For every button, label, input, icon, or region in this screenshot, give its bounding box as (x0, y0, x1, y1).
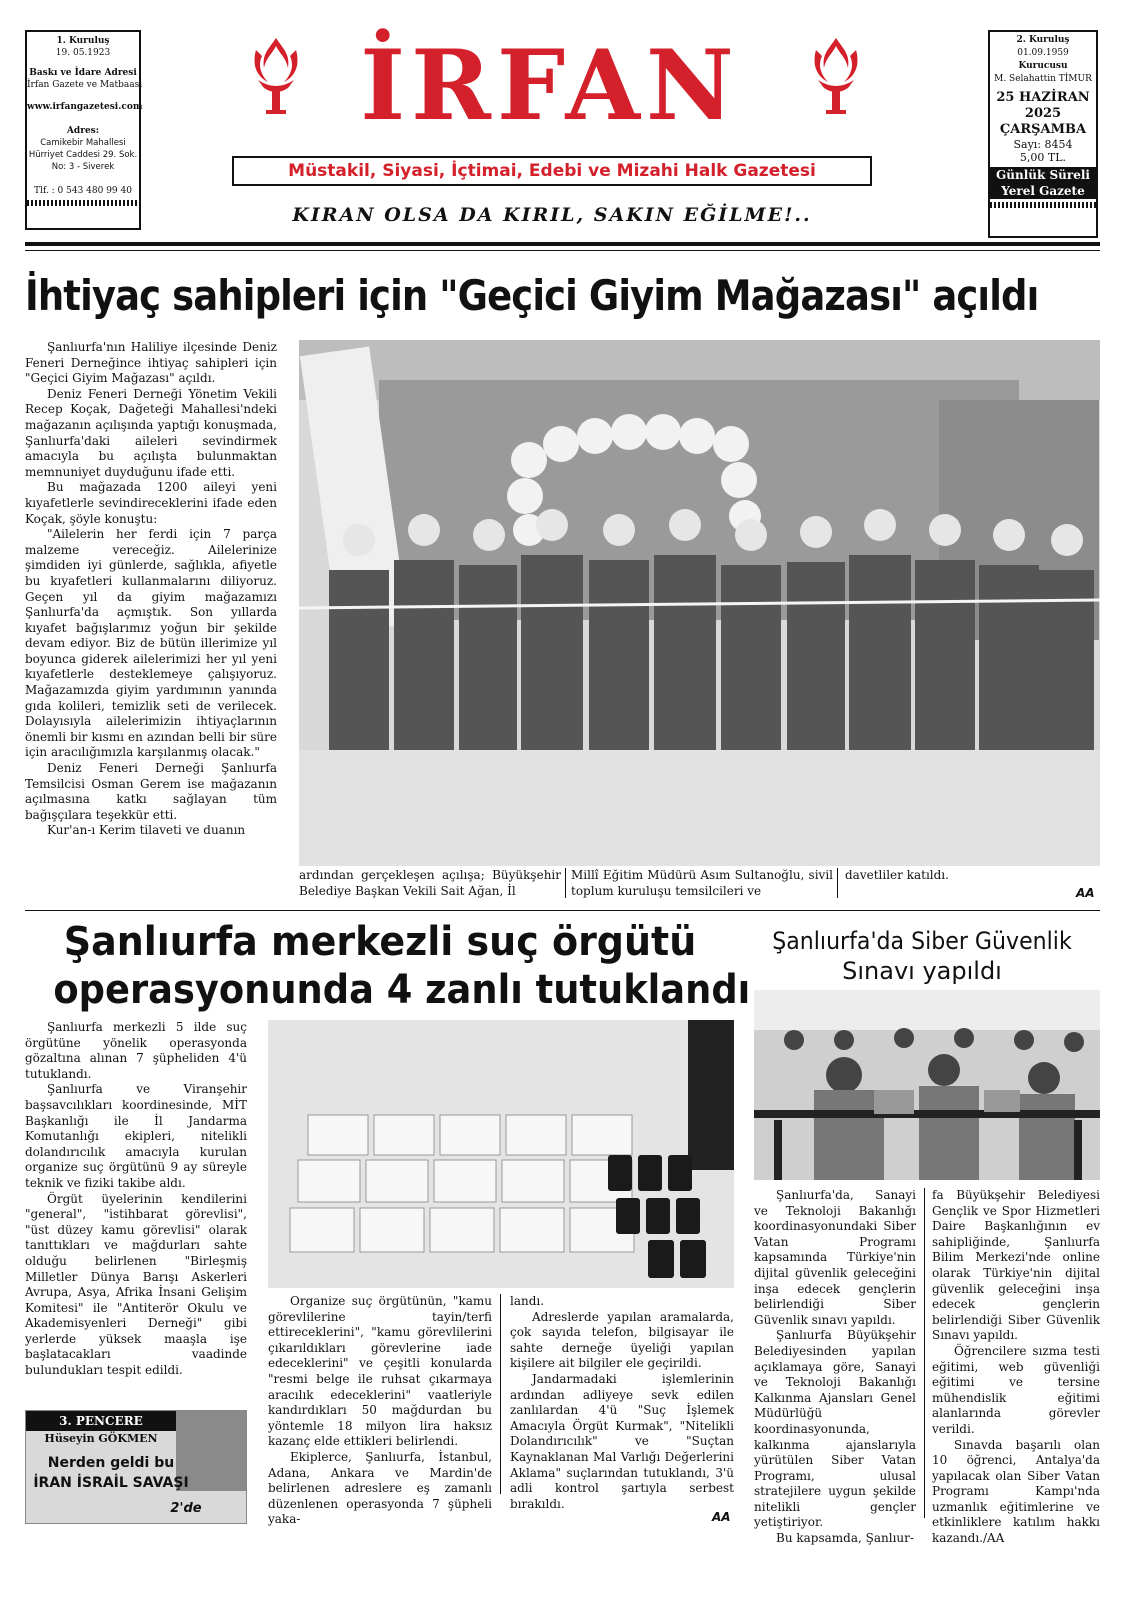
masthead-divider-thin (25, 250, 1100, 251)
article2-column2 (268, 1294, 492, 1528)
section-divider (25, 910, 1100, 911)
paragraph: Şanlıurfa Büyükşehir Belediyesinden yapılan açıklamaya göre, Sanayi ve Teknoloji Bakanlığı Kalkınma Ajansları Genel Müdürlüğü koordinasyonunda, kalkınma ajanslarıyla yürütülen Siber Vatan Programı, ulusal stratejilere uygun şekilde nitelikli gençler yetiştiriyor. (754, 1328, 916, 1530)
torch-icon-left (248, 36, 304, 116)
article3-column1 (754, 1188, 916, 1547)
issue-number: Sayı: 8454 (1013, 138, 1073, 151)
column-divider (837, 868, 838, 898)
article2-column1 (25, 1020, 247, 1379)
type-line2: Yerel Gazete (1001, 184, 1085, 198)
article3-column2 (932, 1188, 1100, 1547)
masthead-right-info-box (988, 30, 1098, 238)
column-page-ref: 2'de (170, 1501, 202, 1516)
column-title: 3. PENCERE (26, 1411, 176, 1431)
paragraph: Sınavda başarılı olan 10 öğrenci, Antalya'da yapılacak olan Siber Vatan Programı Kampı'nda uzmanlık eğitimlerine ve etkinliklere katılım hakkı kazandı./AA (932, 1437, 1100, 1546)
paragraph: "Ailelerin her ferdi için 7 parça malzeme vereceğiz. Ailelerinize şimdiden iyi günlerde, sağlıkla, afiyetle bu kıyafetleri kullanmalarını diliyoruz. Geçen yıl da giyim mağazamızı Şanlıurfa'da açmıştık. Son yıllarda kıyafet bağışlarımız yoğun bir şekilde devam ediyor. Biz de bütün illerimize yıl boyunca giderek ailelerimizi her yıl yeni kıyafetlerle desteklemeye çalışıyoruz. Mağazamızda giyim yardımının yanında gıda kolileri, temizlik seti de verilecek. Dolayısıyla ailelerimizin ihtiyaçlarının önemli bir kısmı en azından belli bir süre için aracılığımızla karşılanmış olacak." (25, 527, 277, 760)
newspaper-logo: İRFAN (360, 29, 740, 142)
type-line1: Günlük Süreli (996, 168, 1090, 182)
article3-headline-line1: Şanlıurfa'da Siber Güvenlik (772, 927, 1072, 955)
paragraph: Şanlıurfa merkezli 5 ilde suç örgütüne yönelik operasyonda gözaltına alınan 7 şüpheliden 4'ü tutuklandı. (25, 1020, 247, 1081)
masthead-divider-thick (25, 242, 1100, 246)
paragraph: Bu mağazada 1200 aileyi yeni kıyafetlerle sevindireceklerini ifade eden Koçak, şöyle konuştu: (25, 480, 277, 526)
article1-headline: İhtiyaç sahipleri için "Geçici Giyim Mağazası" açıldı (25, 271, 1039, 320)
hq-name: İrfan Gazete ve Matbaası (27, 80, 143, 90)
column-author: Hüseyin GÖKMEN (44, 1432, 158, 1445)
issue-weekday: ÇARŞAMBA (999, 122, 1087, 137)
column-divider (500, 1294, 501, 1494)
article2-photo (268, 1020, 734, 1288)
box-hatch (27, 200, 139, 206)
issue-price: 5,00 TL. (1019, 151, 1067, 164)
paragraph: Ekiplerce, Şanlıurfa, İstanbul, Adana, Ankara ve Mardin'de belirlenen adreslere eş zamanlı düzenlenen operasyonda 7 şüpheli yaka- (268, 1449, 492, 1527)
article1-source: AA (1076, 886, 1095, 900)
column-headline-line1: Nerden geldi bu (47, 1455, 175, 1471)
article3-headline-line2: Sınavı yapıldı (842, 957, 1002, 985)
founded2-label: 2. Kuruluş (1016, 35, 1070, 45)
paragraph: Jandarmadaki işlemlerinin ardından adliyeye sevk edilen zanlılardan 4'ü "Suç İşlemek Amacıyla Örgüt Kurmak", "Nitelikli Dolandırıcılık" ve "Suçtan Kaynaklanan Mal Varlığı Değerlerini Aklama" suçlarından tutuklandı, 3'ü adli kontrol şartıyla serbest bırakıldı. (510, 1371, 734, 1511)
issue-date-day: 25 HAZİRAN (996, 90, 1090, 105)
column-promo-box[interactable] (25, 1410, 247, 1524)
paragraph: Bu kapsamda, Şanlıur- (776, 1531, 914, 1546)
paragraph: Örgüt üyelerinin kendilerini "general", "istihbarat görevlisi", "üst düzey kamu görevlisi" olarak tanıttıkları ve mağdurları sahte olduğu belirlenen "Birleşmiş Milletler Dünya Barışı Askerleri Avrupa, Asya, Afrika İnsani Gelişim Komitesi" ile "Antiterör Okulu ve Akademisyenleri Derneği" gibi yerlerde yüksek maaşla işe başlatacakları vaadinde bulundukları tespit edildi. (25, 1191, 247, 1378)
article2-column3 (510, 1294, 734, 1512)
founded2-date: 01.09.1959 (1017, 48, 1069, 58)
address-line2: Hürriyet Caddesi 29. Sok. (28, 150, 138, 160)
article1-photo (299, 340, 1100, 866)
paragraph: Kur'an-ı Kerim tilaveti ve duanın (47, 823, 246, 838)
article2-source: AA (712, 1510, 731, 1524)
torch-icon-right (808, 36, 864, 116)
founder-label: Kurucusu (1018, 61, 1068, 71)
publication-type-badge (990, 167, 1096, 199)
website-link[interactable]: www.irfangazetesi.com (27, 102, 143, 112)
newspaper-slogan: Müstakil, Siyasi, İçtimai, Edebi ve Mizahi Halk Gazetesi (232, 156, 872, 186)
issue-date-year: 2025 (1024, 106, 1062, 121)
box-hatch (990, 202, 1096, 208)
article1-column3: Millî Eğitim Müdürü Asım Sultanoğlu, sivil toplum kuruluşu temsilcileri ve (571, 868, 833, 898)
paragraph: fa Büyükşehir Belediyesi Gençlik ve Spor Hizmetleri Daire Başkanlığının ev sahipliğinde, Şanlıurfa Bilim Merkezi'nde online olarak Türkiye'nin dijital güvenlik geleceğini inşa edecek gençlerin belirlendiği Siber Güvenlik Sınavı yapıldı. (932, 1188, 1100, 1343)
phone-number: Tlf. : 0 543 480 99 40 (34, 186, 132, 196)
founded-date: 19. 05.1923 (55, 48, 111, 58)
founded-label: 1. Kuruluş (56, 36, 110, 46)
hq-label: Baskı ve İdare Adresi (29, 68, 137, 78)
ribbon-cutting-photo (299, 340, 1100, 866)
article2-headline-line2: operasyonunda 4 zanlı tutuklandı (53, 967, 751, 1013)
paragraph: Öğrencilere sızma testi eğitimi, web güvenliği eğitimi ve tersine mühendislik eğitimi alanlarında görevler verildi. (932, 1343, 1100, 1436)
article3-photo (754, 990, 1100, 1180)
article2-headline-line1: Şanlıurfa merkezli suç örgütü (63, 919, 697, 965)
column-divider (565, 868, 566, 898)
newspaper-motto: KIRAN OLSA DA KIRIL, SAKIN EĞİLME!.. (292, 204, 812, 226)
masthead-left-info-box (25, 30, 141, 230)
paragraph: landı. (510, 1294, 545, 1308)
paragraph: Organize suç örgütünün, "kamu görevlilerine tayin/terfi ettireceklerini", "kamu görevlilerini çıkarıldıkları görevlerine iade edeceklerini" ve çeşitli konularda "resmi belge ile ruhsat çıkarmaya aracılık edeceklerini" vaatleriyle kandırdıkları 50 mağdurdan bu yöntemle 18 milyon lira haksız kazanç elde ettikleri belirlendi. (268, 1294, 492, 1449)
exam-hall-photo (754, 990, 1100, 1180)
address-line3: No: 3 - Siverek (51, 162, 115, 172)
paragraph: Şanlıurfa'nın Haliliye ilçesinde Deniz Feneri Derneğince ihtiyaç sahipleri için "Geçici Giyim Mağazası" açıldı. (25, 340, 277, 386)
column-divider (924, 1188, 925, 1518)
paragraph: Şanlıurfa'da, Sanayi ve Teknoloji Bakanlığı koordinasyonundaki Siber Vatan Programı kapsamında Türkiye'nin dijital güvenlik geleceğini inşa edecek gençlerin belirlendiği Siber Güvenlik sınavı yapıldı. (754, 1188, 916, 1327)
paragraph: Şanlıurfa ve Viranşehir başsavcılıkları koordinesinde, MİT Başkanlığı ile İl Jandarma Komutanlığı ekipleri, nitelikli dolandırıcılık amacıyla kurulan organize suç örgütünü 9 ay süreyle teknik ve fiziki takibe aldı. (25, 1082, 247, 1190)
paragraph: Deniz Feneri Derneği Şanlıurfa Temsilcisi Osman Gerem ise mağazanın açılmasına katkı sağlayan tüm bağışçılara teşekkür etti. (25, 761, 277, 822)
paragraph: Adreslerde yapılan aramalarda, çok sayıda telefon, bilgisayar ile sahte derneğe üyeliği yapılan kişilere ait bilgiler ele geçirildi. (510, 1309, 734, 1371)
seized-documents-photo (268, 1020, 734, 1288)
article1-column1 (25, 340, 277, 839)
address-label: Adres: (66, 126, 100, 136)
paragraph: Deniz Feneri Derneği Yönetim Vekili Recep Koçak, Dağeteği Mahallesi'ndeki mağazanın açılışında yaptığı konuşmada, Şanlıurfa'daki aileleri sevindirmek amacıyla bu açılışta bulunmaktan memnuniyet duyduğunu ifade etti. (25, 386, 277, 479)
column-headline-line2: İRAN İSRAİL SAVAŞI (33, 1475, 189, 1491)
article1-column2: ardından gerçekleşen açılışa; Büyükşehir Belediye Başkan Vekili Sait Ağan, İl (299, 868, 561, 898)
article1-column4: davetliler katıldı. (845, 868, 949, 882)
founder-name: M. Selahattin TİMUR (994, 74, 1092, 84)
address-line1: Camikebir Mahallesi (40, 138, 126, 148)
